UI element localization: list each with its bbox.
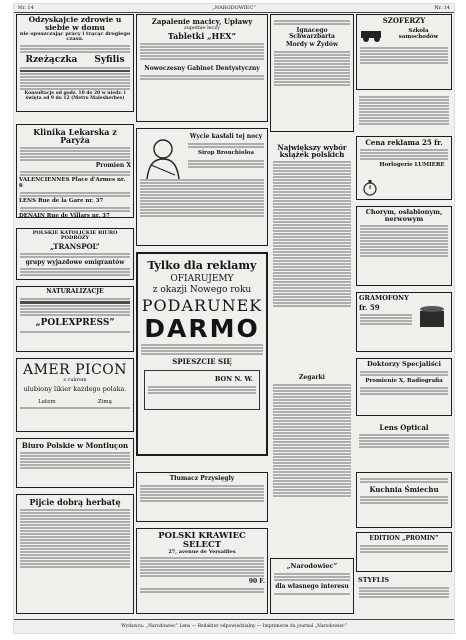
ad-address-1: VALENCIENNES Place d'Armes nr. 6: [19, 177, 126, 190]
ad-subtitle: Horlogerie LUMIERE: [379, 162, 445, 168]
ad-brand-2: Syfilis: [94, 54, 125, 65]
column-3: [270, 14, 354, 619]
ad-title: Największy wybór książek polskich: [277, 143, 347, 159]
ad-title: Lens Optical: [379, 423, 429, 432]
ad-brand: „TRANSPOL”: [50, 242, 100, 251]
newspaper-page: [14, 4, 454, 633]
ad-title: POLSKIE KATOLICKIE BIURO PODRÓŻY: [32, 230, 118, 241]
ad-brand: Tabletki „HEX”: [167, 31, 237, 42]
ad-line-3: PODARUNEK: [141, 296, 263, 315]
ad-cena-reklama: [356, 136, 452, 200]
ad-title: POLSKI KRAWIEC SELECT: [158, 531, 246, 550]
ad-title: Klinika Lekarska z Paryża: [33, 127, 117, 145]
ad-podarunek: [136, 252, 268, 456]
ad-note: Konsultacje od godz. 10 do 20 w niedz. i święta od 9 do 12 (Metro Malesherbes): [24, 91, 126, 101]
ad-sirop: [136, 128, 268, 246]
ad-zegarki: [270, 374, 354, 552]
ad-brand: „POLEXPRESS”: [35, 317, 115, 328]
ad-title: Tylko dla reklamy: [147, 259, 257, 272]
ad-lens-optical: [356, 422, 452, 468]
ad-subtitle: Szkoła samochodów: [398, 28, 439, 40]
ad-title: Wycie kasłali tej nocy: [189, 133, 263, 140]
ad-line: ulubiony likier każdego polaka.: [23, 385, 127, 394]
page-header: [14, 4, 454, 13]
header-left: Nr. 14: [18, 5, 34, 11]
ad-price: fr. 59: [359, 302, 380, 312]
ad-subtitle: Sirop Bronchioloa: [197, 150, 255, 156]
ad-subtitle: dla własnego interesu: [275, 582, 349, 590]
ad-address-2: LENS Rue de la Gare nr. 37: [19, 197, 104, 204]
ad-narodowiec: [270, 558, 354, 614]
coupon: [144, 370, 260, 410]
ad-subtitle: Mordy w Żydów: [285, 41, 339, 48]
ad-note: SPIESZCIE SIĘ: [172, 357, 232, 366]
ad-kuchnia: [356, 472, 452, 528]
ad-title: Tłumacz Przysięgły: [169, 475, 235, 482]
ad-title: Zegarki: [299, 374, 325, 381]
ad-subtitle: nie opuszczając pracy i trącąc drogiego czasu.: [19, 31, 131, 43]
ad-promin: [356, 532, 452, 572]
ad-title: EDITION „PROMIN”: [369, 535, 439, 542]
ad-styflis: [356, 576, 452, 614]
ad-odzyskajcie-zdrowie: [16, 14, 134, 112]
column-1: [16, 14, 134, 619]
ad-tlumacz: [136, 472, 268, 522]
ad-column-text: [356, 94, 452, 134]
ad-subtitle: zupełnie leczy: [184, 25, 220, 31]
ad-right-label: Zimą: [97, 399, 112, 406]
ad-nerwowym: [356, 206, 452, 286]
ad-title: Pijcie dobrą herbatę: [29, 497, 121, 507]
ad-schwarzbarta: [270, 14, 354, 132]
ad-title: AMER PICON: [22, 362, 128, 378]
ad-doktorzy: [356, 358, 452, 416]
ad-left-label: Latem: [38, 399, 56, 406]
header-center: „NARODOWIEC”: [212, 5, 256, 11]
ad-title: GRAMOFONY: [359, 294, 409, 302]
ad-krawiec-select: [136, 528, 268, 614]
coupon-label: BON N. W.: [214, 375, 253, 383]
car-icon: [359, 27, 385, 43]
ad-brand: Rzeżączka: [25, 54, 78, 65]
ad-herbata: [16, 494, 134, 614]
ad-title: Chorym, osłabionym, nerwowym: [365, 208, 443, 223]
ad-line-4: DARMO: [144, 314, 260, 343]
ad-amer-picon: [16, 358, 134, 432]
column-4: [356, 14, 452, 619]
ad-transpol: [16, 228, 134, 280]
ad-line-1: OFIARUJEMY: [170, 274, 234, 284]
ad-line-2: z okazji Nowego roku: [152, 285, 252, 295]
ad-szoferzy: [356, 14, 452, 90]
page-footer: [14, 619, 454, 633]
ad-title: SZOFERZY: [382, 16, 426, 25]
ad-ksiazki: [270, 138, 354, 368]
watch-icon: [363, 179, 377, 197]
ad-title: „Narodowiec”: [286, 562, 338, 570]
ad-title: Odzyskajcie zdrowie u siebie w domu: [28, 15, 122, 32]
ad-price: 90 F.: [248, 578, 265, 586]
ad-address-3: DENAIN Rue de Villars nr. 37: [19, 212, 110, 218]
ad-polexpress: [16, 286, 134, 352]
ad-subtitle: Promienie X, Radiografia: [365, 377, 443, 384]
ad-tabletki-hex: [136, 14, 268, 122]
ad-gramofony: [356, 292, 452, 352]
gramophone-icon: [417, 297, 447, 329]
footer-text: Wydawca: „Narodowiec” Lens — Redaktor odpowiedzialny — Imprimerie du journal „Narodowiec”: [121, 624, 347, 629]
ad-title: Ignacego Schwarzbarta: [289, 27, 335, 40]
ad-subtitle: z cukrem: [63, 377, 87, 383]
ad-title: Doktorzy Specjaliści: [367, 360, 441, 368]
ad-note: Nowoczesny Gabinet Dentystyczny: [144, 65, 260, 73]
ad-title: NATURALIZACJE: [46, 288, 104, 295]
ad-title: Kuchnia Śmiechu: [369, 485, 439, 494]
column-2: [136, 14, 268, 619]
ad-klinika-lekarska: [16, 124, 134, 218]
ad-title: STYFLIS: [358, 576, 390, 584]
ad-title: Zapalenie macicy, Upławy: [151, 17, 253, 26]
ad-line: Promien X: [95, 162, 131, 169]
ad-title: Biuro Polskie w Montluçon: [21, 441, 129, 450]
ad-title: Cena reklama 25 fr.: [365, 138, 443, 147]
ad-biuro-polskie: [16, 438, 134, 488]
header-right: Nr. 14: [434, 5, 450, 11]
illustration: [141, 135, 183, 181]
ad-subtitle: 27, avenue de Versailles: [168, 549, 236, 555]
ad-subtitle: grupy wyjazdowe emigrantów: [25, 259, 125, 266]
